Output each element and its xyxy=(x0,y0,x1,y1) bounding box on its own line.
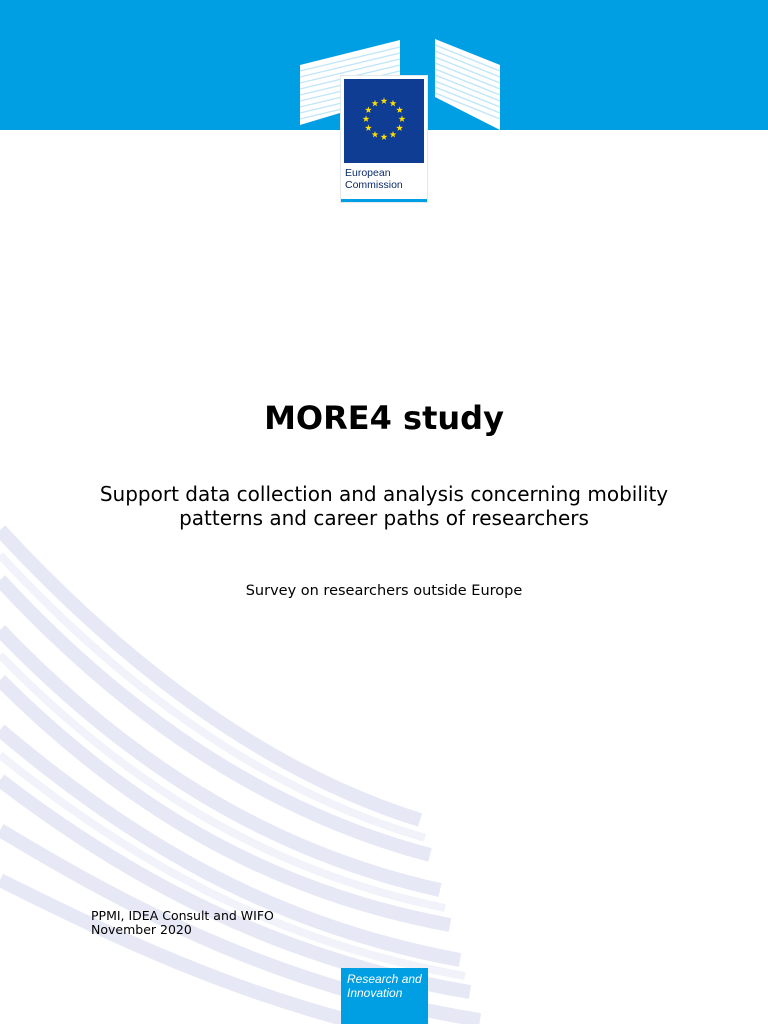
logo-underline xyxy=(341,199,427,202)
logo-plate xyxy=(340,75,428,203)
authors: PPMI, IDEA Consult and WIFO xyxy=(91,908,274,923)
publication-date: November 2020 xyxy=(91,922,192,937)
eu-flag-icon xyxy=(344,79,424,163)
ec-logo xyxy=(300,35,500,191)
research-innovation-badge xyxy=(341,968,428,1024)
badge-text: Research and Innovation xyxy=(347,972,422,1000)
document-title: MORE4 study xyxy=(264,399,504,437)
document-tagline: Survey on researchers outside Europe xyxy=(245,583,523,599)
document-subtitle: Support data collection and analysis concerning mobility patterns and career paths of researchers xyxy=(99,482,669,530)
logo-text: European Commission xyxy=(345,167,403,191)
